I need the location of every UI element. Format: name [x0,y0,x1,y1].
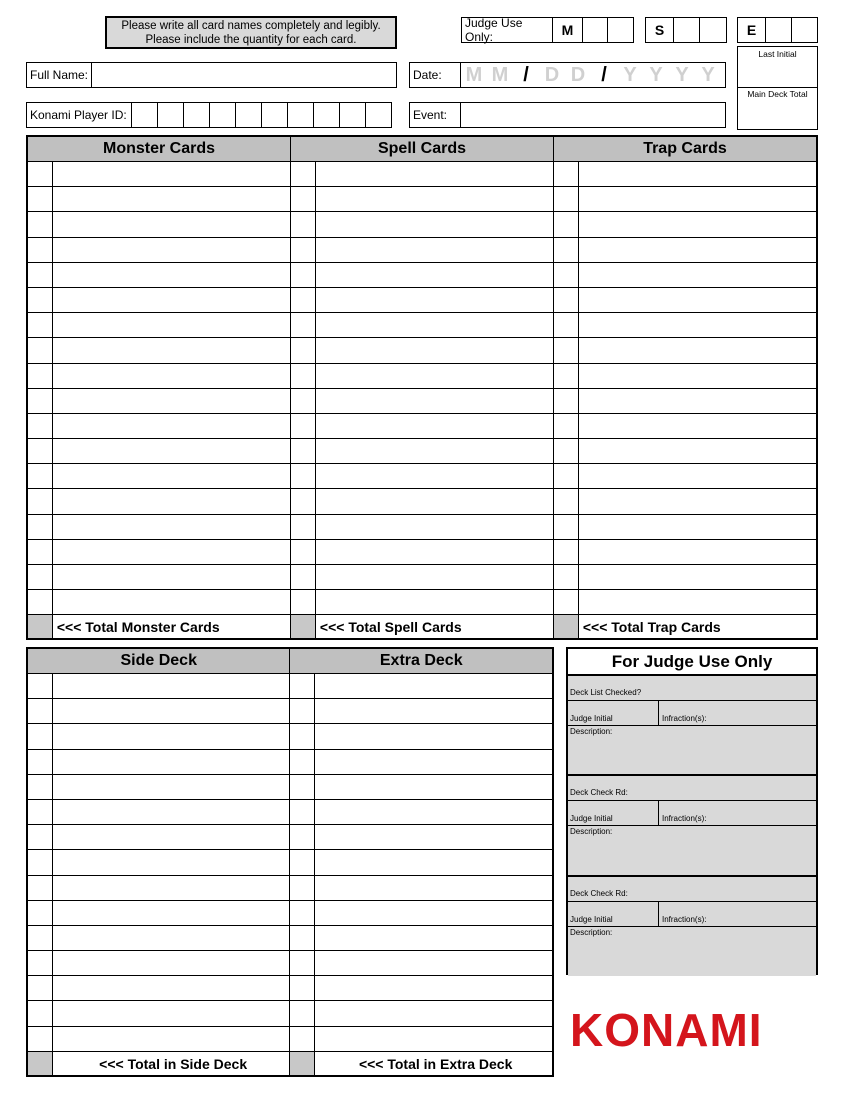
date-char: D [570,63,586,86]
monster-qty-cell[interactable] [27,313,52,338]
side-name-cell[interactable] [52,774,290,799]
player-id-label: Konami Player ID: [26,102,132,128]
monster-name-cell[interactable] [52,237,290,262]
trap-qty-cell[interactable] [553,413,578,438]
trap-qty-cell[interactable] [553,539,578,564]
judge-totals-box[interactable] [737,46,818,130]
player-id-digit-box[interactable] [366,102,392,128]
monster-qty-cell[interactable] [27,338,52,363]
monster-name-cell[interactable] [52,590,290,615]
judge-initial-label: Judge Initial [570,714,613,723]
spell-cards-header: Spell Cards [291,136,554,162]
trap-qty-cell[interactable] [553,363,578,388]
side-name-cell[interactable] [52,951,290,976]
side-name-cell[interactable] [52,699,290,724]
trap-name-cell[interactable] [578,187,817,212]
spell-qty-cell[interactable] [291,439,316,464]
side-qty-cell[interactable] [27,850,52,875]
side-name-cell[interactable] [52,850,290,875]
spell-qty-cell[interactable] [291,539,316,564]
side-qty-cell[interactable] [27,875,52,900]
instruction-line-2: Please include the quantity for each card. [145,34,357,46]
trap-qty-cell[interactable] [553,162,578,187]
trap-name-cell[interactable] [578,262,817,287]
spell-qty-cell[interactable] [291,464,316,489]
side-extra-table [26,647,554,1077]
side-qty-cell[interactable] [27,976,52,1001]
judge-section-1 [568,676,816,776]
monster-qty-cell[interactable] [27,590,52,615]
spell-qty-cell[interactable] [291,565,316,590]
spell-qty-cell[interactable] [291,212,316,237]
player-id-digit-box[interactable] [158,102,184,128]
monster-qty-cell[interactable] [27,363,52,388]
spell-qty-cell[interactable] [291,590,316,615]
date-char: Y [649,63,663,86]
spell-name-cell[interactable] [315,464,553,489]
extra-name-cell[interactable] [315,699,553,724]
deck-check-rd-label: Deck Check Rd: [570,788,628,797]
date-separator: / [523,63,529,86]
monster-name-cell[interactable] [52,162,290,187]
spell-name-cell[interactable] [315,539,553,564]
full-name-field[interactable] [91,62,397,88]
main-deck-total-label: Main Deck Total [747,89,808,99]
side-qty-cell[interactable] [27,749,52,774]
monster-name-cell[interactable] [52,313,290,338]
player-id-digit-box[interactable] [262,102,288,128]
monster-qty-cell[interactable] [27,565,52,590]
monster-name-cell[interactable] [52,439,290,464]
judge-section-3 [568,877,816,976]
extra-qty-cell[interactable] [290,799,315,824]
extra-name-cell[interactable] [315,925,553,950]
spell-qty-cell[interactable] [291,313,316,338]
spell-name-cell[interactable] [315,388,553,413]
extra-qty-cell[interactable] [290,1026,315,1051]
spell-name-cell[interactable] [315,413,553,438]
date-label: Date: [409,62,461,88]
monster-name-cell[interactable] [52,262,290,287]
side-qty-cell[interactable] [27,825,52,850]
judge-initial-label: Judge Initial [570,915,613,924]
spell-qty-cell[interactable] [291,514,316,539]
description-label: Description: [570,827,613,836]
extra-name-cell[interactable] [315,774,553,799]
player-id-boxes[interactable] [131,102,392,128]
player-id-digit-box[interactable] [340,102,366,128]
monster-qty-cell[interactable] [27,287,52,312]
side-qty-cell[interactable] [27,724,52,749]
side-qty-cell[interactable] [27,951,52,976]
date-separator: / [601,63,607,86]
spell-name-cell[interactable] [315,439,553,464]
trap-qty-cell[interactable] [553,514,578,539]
side-name-cell[interactable] [52,724,290,749]
spell-name-cell[interactable] [315,565,553,590]
judge-use-panel [566,647,818,975]
spell-qty-cell[interactable] [291,262,316,287]
spell-name-cell[interactable] [315,489,553,514]
player-id-digit-box[interactable] [314,102,340,128]
deck-check-rd-label: Deck Check Rd: [570,889,628,898]
monster-qty-cell[interactable] [27,262,52,287]
date-char: M [465,63,483,86]
description-field[interactable] [568,927,816,976]
spell-name-cell[interactable] [315,514,553,539]
side-qty-cell[interactable] [27,699,52,724]
trap-name-cell[interactable] [578,539,817,564]
monster-qty-cell[interactable] [27,439,52,464]
side-qty-cell[interactable] [27,799,52,824]
player-id-digit-box[interactable] [210,102,236,128]
extra-total-label: <<< Total in Extra Deck [315,1051,553,1076]
trap-qty-cell[interactable] [553,565,578,590]
spell-qty-cell[interactable] [291,388,316,413]
trap-name-cell[interactable] [578,313,817,338]
extra-qty-cell[interactable] [290,1001,315,1026]
side-name-cell[interactable] [52,976,290,1001]
deck-check-round-row[interactable] [568,776,816,801]
trap-qty-cell[interactable] [553,187,578,212]
monster-name-cell[interactable] [52,514,290,539]
extra-name-cell[interactable] [315,1026,553,1051]
deck-list-checked-row[interactable] [568,676,816,701]
trap-name-cell[interactable] [578,338,817,363]
instruction-line-1: Please write all card names completely and legibly. [121,20,381,32]
side-qty-cell[interactable] [27,925,52,950]
spell-qty-cell[interactable] [291,237,316,262]
extra-qty-cell[interactable] [290,976,315,1001]
judge-section-2 [568,776,816,877]
monster-name-cell[interactable] [52,388,290,413]
extra-qty-cell[interactable] [290,925,315,950]
extra-qty-cell[interactable] [290,825,315,850]
trap-name-cell[interactable] [578,489,817,514]
deck-list-checked-label: Deck List Checked? [570,688,642,697]
spell-qty-cell[interactable] [291,413,316,438]
trap-qty-cell[interactable] [553,388,578,413]
player-id-digit-box[interactable] [184,102,210,128]
extra-name-cell[interactable] [315,749,553,774]
konami-logo: KONAMI [570,1004,763,1056]
extra-name-cell[interactable] [315,825,553,850]
trap-total-qty[interactable] [553,615,578,639]
extra-qty-cell[interactable] [290,749,315,774]
trap-name-cell[interactable] [578,514,817,539]
trap-name-cell[interactable] [578,388,817,413]
monster-name-cell[interactable] [52,464,290,489]
infractions-label: Infraction(s): [662,915,707,924]
player-id-digit-box[interactable] [131,102,158,128]
side-name-cell[interactable] [52,1026,290,1051]
extra-name-cell[interactable] [315,674,553,699]
side-name-cell[interactable] [52,925,290,950]
spell-name-cell[interactable] [315,187,553,212]
monster-name-cell[interactable] [52,565,290,590]
spell-total-label: <<< Total Spell Cards [315,615,553,639]
extra-qty-cell[interactable] [290,900,315,925]
monster-qty-cell[interactable] [27,237,52,262]
date-char: Y [675,63,689,86]
spell-name-cell[interactable] [315,287,553,312]
description-label: Description: [570,928,613,937]
extra-qty-cell[interactable] [290,850,315,875]
monster-name-cell[interactable] [52,187,290,212]
side-name-cell[interactable] [52,749,290,774]
trap-name-cell[interactable] [578,212,817,237]
side-name-cell[interactable] [52,799,290,824]
description-label: Description: [570,727,613,736]
monster-qty-cell[interactable] [27,464,52,489]
deck-check-round-row[interactable] [568,877,816,902]
spell-name-cell[interactable] [315,162,553,187]
spell-name-cell[interactable] [315,313,553,338]
side-total-qty[interactable] [27,1051,52,1076]
side-name-cell[interactable] [52,825,290,850]
extra-name-cell[interactable] [315,724,553,749]
spell-name-cell[interactable] [315,590,553,615]
monster-name-cell[interactable] [52,413,290,438]
monster-qty-cell[interactable] [27,539,52,564]
judge-m-boxes[interactable]: M [552,17,634,43]
extra-total-qty[interactable] [290,1051,315,1076]
monster-cards-header: Monster Cards [27,136,291,162]
description-field[interactable] [568,826,816,875]
date-char: Y [701,63,715,86]
monster-name-cell[interactable] [52,489,290,514]
spell-qty-cell[interactable] [291,363,316,388]
trap-name-cell[interactable] [578,413,817,438]
date-char: Y [623,63,637,86]
monster-total-qty[interactable] [27,615,52,639]
full-name-label: Full Name: [26,62,92,88]
extra-qty-cell[interactable] [290,699,315,724]
extra-name-cell[interactable] [315,799,553,824]
trap-qty-cell[interactable] [553,439,578,464]
judge-s-boxes[interactable]: S [645,17,727,43]
side-qty-cell[interactable] [27,900,52,925]
spell-name-cell[interactable] [315,338,553,363]
extra-qty-cell[interactable] [290,724,315,749]
trap-total-label: <<< Total Trap Cards [578,615,817,639]
trap-name-cell[interactable] [578,287,817,312]
extra-qty-cell[interactable] [290,875,315,900]
instructions-box [105,16,397,49]
extra-name-cell[interactable] [315,850,553,875]
side-qty-cell[interactable] [27,674,52,699]
trap-qty-cell[interactable] [553,287,578,312]
spell-name-cell[interactable] [315,237,553,262]
monster-qty-cell[interactable] [27,489,52,514]
side-qty-cell[interactable] [27,1026,52,1051]
extra-name-cell[interactable] [315,1001,553,1026]
infractions-label: Infraction(s): [662,714,707,723]
date-field[interactable] [460,62,726,88]
event-label: Event: [409,102,461,128]
monster-total-label: <<< Total Monster Cards [52,615,290,639]
extra-qty-cell[interactable] [290,951,315,976]
description-field[interactable] [568,726,816,774]
side-name-cell[interactable] [52,1001,290,1026]
monster-qty-cell[interactable] [27,413,52,438]
monster-name-cell[interactable] [52,287,290,312]
monster-name-cell[interactable] [52,539,290,564]
event-field[interactable] [460,102,726,128]
judge-initial-label: Judge Initial [570,814,613,823]
trap-name-cell[interactable] [578,590,817,615]
trap-qty-cell[interactable] [553,237,578,262]
monster-name-cell[interactable] [52,363,290,388]
monster-name-cell[interactable] [52,338,290,363]
trap-qty-cell[interactable] [553,464,578,489]
spell-qty-cell[interactable] [291,287,316,312]
extra-name-cell[interactable] [315,951,553,976]
monster-qty-cell[interactable] [27,187,52,212]
judge-panel-title: For Judge Use Only [568,649,816,676]
spell-total-qty[interactable] [291,615,316,639]
extra-name-cell[interactable] [315,900,553,925]
side-name-cell[interactable] [52,674,290,699]
trap-name-cell[interactable] [578,162,817,187]
judge-use-label: Judge Use Only: [461,17,553,43]
spell-qty-cell[interactable] [291,489,316,514]
trap-cards-header: Trap Cards [553,136,817,162]
spell-name-cell[interactable] [315,262,553,287]
date-char: D [544,63,560,86]
extra-name-cell[interactable] [315,976,553,1001]
extra-name-cell[interactable] [315,875,553,900]
monster-qty-cell[interactable] [27,388,52,413]
trap-name-cell[interactable] [578,363,817,388]
spell-name-cell[interactable] [315,363,553,388]
monster-qty-cell[interactable] [27,514,52,539]
side-deck-header: Side Deck [27,648,290,674]
side-name-cell[interactable] [52,900,290,925]
trap-qty-cell[interactable] [553,313,578,338]
main-deck-table [26,135,818,640]
player-id-digit-box[interactable] [288,102,314,128]
trap-name-cell[interactable] [578,464,817,489]
trap-qty-cell[interactable] [553,590,578,615]
trap-qty-cell[interactable] [553,212,578,237]
last-initial-label: Last Initial [758,49,797,59]
player-id-digit-box[interactable] [236,102,262,128]
spell-qty-cell[interactable] [291,162,316,187]
infractions-label: Infraction(s): [662,814,707,823]
side-name-cell[interactable] [52,875,290,900]
spell-qty-cell[interactable] [291,338,316,363]
side-qty-cell[interactable] [27,1001,52,1026]
extra-qty-cell[interactable] [290,774,315,799]
extra-qty-cell[interactable] [290,674,315,699]
monster-qty-cell[interactable] [27,162,52,187]
trap-qty-cell[interactable] [553,338,578,363]
trap-qty-cell[interactable] [553,262,578,287]
trap-name-cell[interactable] [578,565,817,590]
date-char: M [491,63,509,86]
trap-qty-cell[interactable] [553,489,578,514]
spell-name-cell[interactable] [315,212,553,237]
trap-name-cell[interactable] [578,439,817,464]
monster-name-cell[interactable] [52,212,290,237]
monster-qty-cell[interactable] [27,212,52,237]
side-total-label: <<< Total in Side Deck [52,1051,290,1076]
side-qty-cell[interactable] [27,774,52,799]
judge-e-boxes[interactable]: E [737,17,818,43]
extra-deck-header: Extra Deck [290,648,553,674]
spell-qty-cell[interactable] [291,187,316,212]
trap-name-cell[interactable] [578,237,817,262]
